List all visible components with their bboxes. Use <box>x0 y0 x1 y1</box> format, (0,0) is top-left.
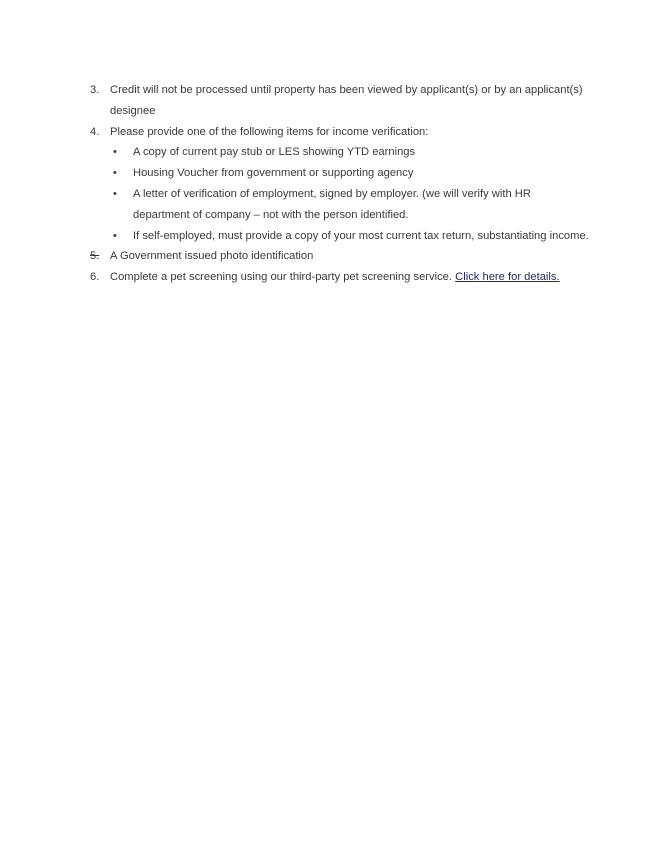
bullet-text: Housing Voucher from government or supporting agency <box>133 167 414 180</box>
income-verification-bullets <box>90 142 590 246</box>
bullet-text: If self-employed, must provide a copy of your most current tax return, substantiating income. <box>133 229 589 242</box>
bullet-item <box>90 163 590 184</box>
item-number: 5. <box>90 250 100 263</box>
item-number: 4. <box>90 125 100 138</box>
item-number: 3. <box>90 84 100 96</box>
bullet-item <box>90 184 590 226</box>
bullet-icon: • <box>113 187 117 200</box>
item-text: Credit will not be processed until property has been viewed by applicant(s) or by an applicant(s) designee <box>110 84 583 117</box>
item-text: Complete a pet screening using our third-party pet screening service. <box>110 271 453 284</box>
bullet-item <box>90 226 590 247</box>
list-item-6 <box>90 267 590 288</box>
list-item-5 <box>90 246 590 267</box>
pet-screening-details-link[interactable]: Click here for details. <box>455 271 560 284</box>
item-number: 6. <box>90 271 100 284</box>
bullet-text: A letter of verification of employment, signed by employer. (we will verify with HR department of company – not with the person identified. <box>133 187 531 221</box>
bullet-icon: • <box>113 146 117 159</box>
list-item-3 <box>90 80 590 122</box>
list-item-4 <box>90 122 590 143</box>
bullet-text: A copy of current pay stub or LES showing YTD earnings <box>133 146 416 159</box>
item-text: A Government issued photo identification <box>110 250 314 263</box>
bullet-icon: • <box>113 167 117 180</box>
requirements-list <box>90 80 590 288</box>
bullet-item <box>90 142 590 163</box>
bullet-icon: • <box>113 229 117 242</box>
item-text: Please provide one of the following items for income verification: <box>110 125 429 138</box>
